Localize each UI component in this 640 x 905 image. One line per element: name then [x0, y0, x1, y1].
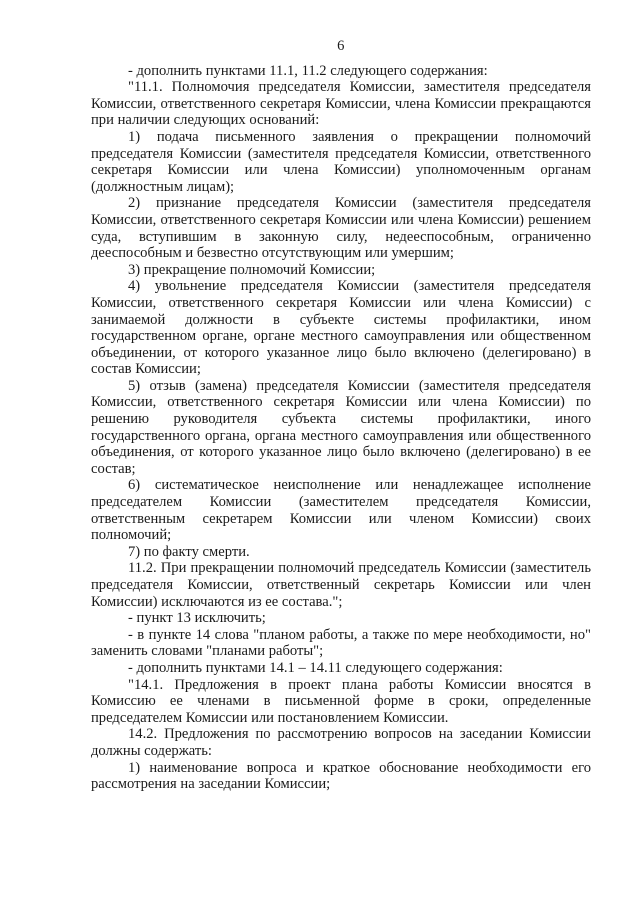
- paragraph-11-2: 11.2. При прекращении полномочий председатель Комиссии (заместитель председателя Комиссии, ответственный секретарь Комиссии или член Комиссии) исключаются из ее состава.";: [91, 560, 591, 610]
- paragraph-item-14-change: - в пункте 14 слова "планом работы, а также по мере необходимости, но" заменить словами "планами работы";: [91, 626, 591, 660]
- paragraph-14-2-item-1: 1) наименование вопроса и краткое обоснование необходимости его рассмотрения на заседании Комиссии;: [91, 759, 591, 793]
- paragraph-ground-7: 7) по факту смерти.: [128, 543, 250, 560]
- paragraph-ground-5: 5) отзыв (замена) председателя Комиссии (заместителя председателя Комиссии, ответственного секретаря Комиссии или члена Комиссии) по решению руководителя субъекта системы профилактики, иного государственного органа, органа местного самоуправления или общественного объединения, от которого указанное лицо было включено (делегировано) в ее состав;: [91, 377, 591, 477]
- paragraph-ground-4: 4) увольнение председателя Комиссии (заместителя председателя Комиссии, ответственного секретаря Комиссии или члена Комиссии) с занимаемой должности в субъекте системы профилактики, ином государственном органе, органе местного самоуправления или общественном объединении, от которого указанное лицо было включено (делегировано) в состав Комиссии;: [91, 278, 591, 378]
- paragraph-ground-2: 2) признание председателя Комиссии (заместителя председателя Комиссии, ответственного секретаря Комиссии или члена Комиссии) решением суда, вступившим в законную силу, недееспособным, ограниченно дееспособным и безвестно отсутствующим или умершим;: [91, 195, 591, 262]
- paragraph-14-1: "14.1. Предложения в проект плана работы Комиссии вносятся в Комиссию ее членами в письменной форме в сроки, определенные председателем Комиссии или постановлением Комиссии.: [91, 676, 591, 726]
- document-page: [91, 38, 591, 793]
- paragraph-11-1: "11.1. Полномочия председателя Комиссии, заместителя председателя Комиссии, ответственного секретаря Комиссии, члена Комиссии прекращаются при наличии следующих оснований:: [91, 79, 591, 129]
- paragraph-remove-item-13: - пункт 13 исключить;: [128, 610, 266, 627]
- paragraph-ground-1: 1) подача письменного заявления о прекращении полномочий председателя Комиссии (заместителя председателя Комиссии, ответственного секретаря Комиссии или члена Комиссии) уполномоченным органам (должностным лицам);: [91, 128, 591, 195]
- paragraph-ground-3: 3) прекращение полномочий Комиссии;: [128, 261, 376, 278]
- page-number: 6: [337, 38, 345, 54]
- paragraph-ground-6: 6) систематическое неисполнение или ненадлежащее исполнение председателем Комиссии (заместителем председателя Комиссии, ответственным секретарем Комиссии или членом Комиссии) своих полномочий;: [91, 477, 591, 544]
- paragraph-add-items-14: - дополнить пунктами 14.1 – 14.11 следующего содержания:: [128, 659, 503, 676]
- paragraph-14-2: 14.2. Предложения по рассмотрению вопросов на заседании Комиссии должны содержать:: [91, 726, 591, 759]
- paragraph-add-items-11: - дополнить пунктами 11.1, 11.2 следующего содержания:: [128, 62, 488, 79]
